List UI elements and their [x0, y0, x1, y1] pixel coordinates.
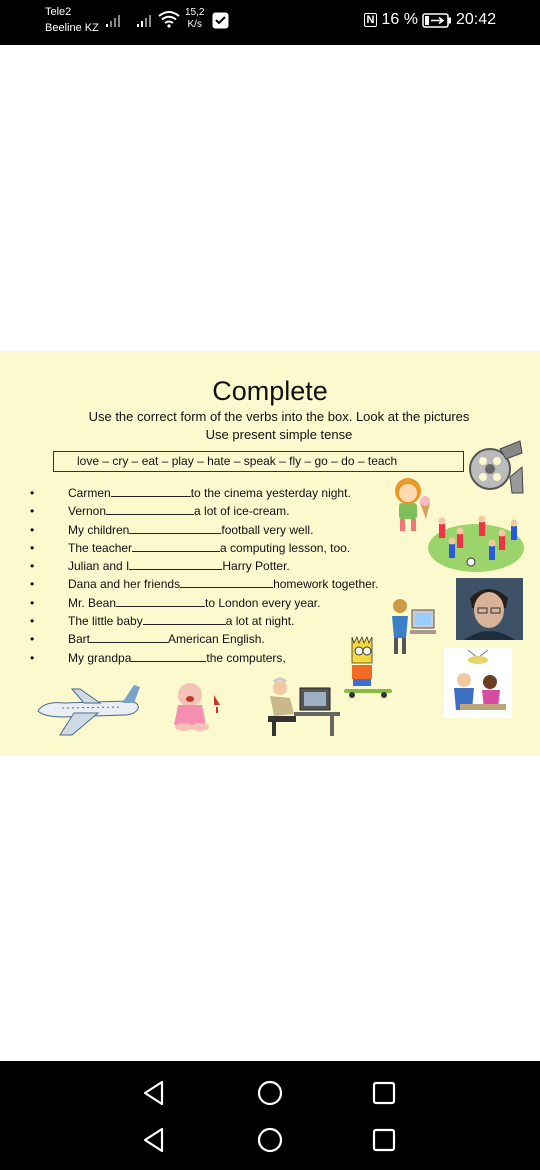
back-button[interactable]: [136, 1075, 172, 1111]
sentence-rest: the computers,: [206, 650, 286, 665]
wifi-icon: [158, 10, 180, 28]
sentence-subject: Vernon: [68, 504, 107, 519]
battery-percent: 16 %: [381, 11, 418, 28]
recents-icon: [372, 1128, 396, 1152]
sentence-rest: to the cinema yesterday night.: [190, 486, 351, 500]
answer-blank: [180, 576, 273, 588]
answer-blank: [129, 522, 221, 534]
nfc-icon: N: [364, 13, 378, 27]
sentence-subject: Carmen: [68, 486, 111, 500]
sentence-subject: Julian and I: [68, 559, 130, 574]
worksheet-instruction: Use the correct form of the verbs into the box. Look at the pictures: [88, 409, 470, 424]
answer-blank: [116, 595, 205, 607]
sentence-subject: My grandpa: [68, 650, 132, 665]
sentence-subject: Bart: [68, 632, 91, 647]
sentence-rest: a lot at night.: [225, 614, 295, 629]
sentence-rest: American English.: [168, 632, 265, 647]
sentence-subject: The teacher: [68, 540, 133, 555]
sentence-rest: Harry Potter.: [222, 559, 290, 574]
home-icon: [257, 1080, 283, 1106]
clock: 20:42: [455, 11, 496, 28]
status-bar: [0, 0, 540, 45]
carrier-2: Beeline KZ: [45, 22, 99, 34]
network-speed: [185, 7, 204, 31]
sentence-subject: The little baby: [68, 614, 143, 629]
sentence-rest: football very well.: [221, 522, 314, 537]
airplane-picture: [34, 681, 142, 737]
sentence-subject: My children: [68, 522, 130, 537]
film-reel-picture: [466, 437, 524, 497]
bullet: •: [30, 577, 35, 592]
status-right: [364, 11, 496, 29]
answer-blank: [106, 503, 194, 515]
crying-baby-picture: [170, 681, 228, 733]
worksheet-instruction: Use present simple tense: [205, 427, 353, 442]
sentence-subject: Dana and her friends: [68, 577, 181, 592]
back-icon: [142, 1127, 166, 1153]
answer-blank: [129, 558, 222, 570]
girl-eating-ice-cream-picture: [386, 475, 432, 533]
worksheet-title: Complete: [212, 376, 328, 406]
bullet: •: [30, 632, 35, 647]
download-done-icon: [212, 12, 229, 29]
navigation-bar: [0, 1061, 540, 1170]
bullet: •: [30, 595, 35, 610]
answer-blank: [111, 485, 191, 497]
back-icon: [142, 1080, 166, 1106]
bullet: •: [30, 504, 35, 519]
battery-charging-icon: [422, 13, 452, 28]
recents-button[interactable]: [366, 1122, 402, 1158]
recents-icon: [372, 1081, 396, 1105]
grandpa-at-computer-picture: [260, 676, 342, 738]
bart-on-skateboard-picture: [338, 635, 396, 699]
verb-box: love – cry – eat – play – hate – speak – fly – go – do – teach: [53, 451, 464, 472]
sentence-subject: Mr. Bean: [68, 595, 117, 610]
children-playing-football-picture: [427, 514, 525, 574]
home-button[interactable]: [252, 1075, 288, 1111]
back-button[interactable]: [136, 1122, 172, 1158]
answer-blank: [131, 650, 206, 662]
speed-unit: K/s: [187, 19, 202, 30]
harry-potter-portrait-picture: [456, 578, 523, 640]
sentence-rest: homework together.: [273, 577, 379, 592]
sentence-rest: a computing lesson, too.: [220, 540, 351, 555]
home-icon: [257, 1127, 283, 1153]
worksheet-image: [0, 351, 540, 756]
bullet: •: [30, 614, 35, 629]
recents-button[interactable]: [366, 1075, 402, 1111]
answer-blank: [90, 631, 168, 643]
speed-value: 15,2: [185, 7, 205, 18]
answer-blank: [143, 613, 226, 625]
bullet: •: [30, 522, 35, 537]
bullet: •: [30, 540, 35, 555]
carrier-1: Tele2: [45, 6, 72, 18]
signal-icon: [106, 12, 128, 28]
teacher-with-student-picture: [444, 648, 512, 718]
home-button[interactable]: [252, 1122, 288, 1158]
answer-blank: [132, 540, 220, 552]
bullet: •: [30, 559, 35, 574]
bullet: •: [30, 650, 35, 665]
sentence-rest: a lot of ice-cream.: [194, 504, 290, 519]
bullet: •: [30, 486, 35, 500]
signal-icon: [137, 12, 159, 28]
sentence-rest: to London every year.: [205, 595, 321, 610]
